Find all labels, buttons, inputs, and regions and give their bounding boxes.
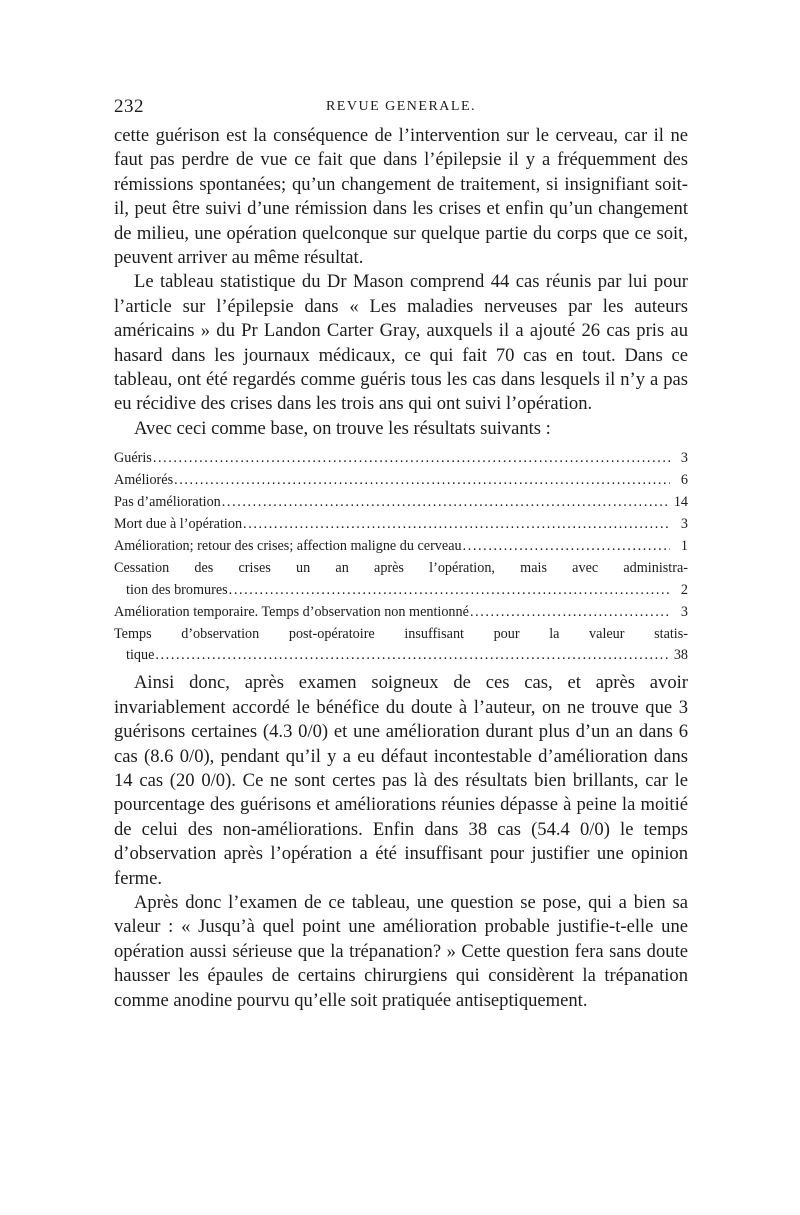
row-value: 38 [673, 647, 688, 664]
paragraph-1: cette guérison est la conséquence de l’intervention sur le cerveau, car il ne faut pas perdre de vue ce fait que dans l’épilepsie il y a fréquemment des rémissions spontanées; qu’un changement de traitement, si insignifiant soit-il, peut être suivi d’une rémission dans les crises et enfin qu’un changement de milieu, une opération quelconque sur quelque partie du corps que ce soit, peuvent arriver au même résultat. [114, 125, 688, 269]
row-label: Amélioration; retour des crises; affection maligne du cerveau [114, 537, 462, 554]
row-label: Améliorés [114, 472, 174, 489]
row-value: 14 [673, 494, 688, 511]
row-label-line-2: tion des bromures [126, 581, 228, 598]
row-label: Mort due à l’opération [114, 516, 243, 532]
dot-leader [155, 645, 669, 667]
page-number: 232 [114, 96, 144, 117]
dot-leader [470, 602, 670, 624]
row-value: 6 [680, 472, 688, 489]
dot-leader [463, 536, 670, 558]
paragraph-4: Ainsi donc, après examen soigneux de ces cas, et après avoir invariablement accordé le bénéfice du doute à l’auteur, on ne trouve que 3 guérisons certaines (4.3 0/0) et une amélioration durant plus d’un an dans 6 cas (8.6 0/0), pendant qu’il y a eu défaut incontestable d’amélioration dans 14 cas (20 0/0). Ce ne sont certes pas là des résultats bien brillants, car le pourcentage des guérisons et améliorations réunies dépasse à peine la moitié de celui des non-améliorations. Enfin dans 38 cas (54.4 0/0) le temps d’observation après l’opération a été insuffisant pour justifier une opinion ferme. [114, 672, 688, 889]
book-page [114, 96, 688, 1013]
table-row [114, 558, 688, 602]
table-row [114, 624, 688, 668]
paragraph-5: Après donc l’examen de ce tableau, une question se pose, qui a bien sa valeur : « Jusqu’à quel point une amélioration probable justifie-t-elle une opération aussi sérieuse que la trépanation? » Cette question fera sans doute hausser les épaules de certains chirurgiens qui considèrent la trépanation comme anodine pourvu qu’elle soit pratiquée antiseptiquement. [114, 892, 688, 1011]
paragraph-3: Avec ceci comme base, on trouve les résultats suivants : [134, 417, 551, 439]
dot-leader [243, 514, 670, 536]
table-row [114, 602, 688, 624]
row-label-line-2: tique [126, 647, 155, 664]
row-value: 3 [680, 450, 688, 467]
row-value: 3 [680, 603, 688, 620]
row-label: Guéris [114, 450, 152, 467]
row-label-line-1: Temps d’observation post-opératoire insuffisant pour la valeur statis- [114, 625, 688, 642]
row-value: 3 [680, 516, 688, 532]
results-table [114, 448, 688, 667]
row-value: 1 [680, 537, 688, 554]
row-label: Amélioration temporaire. Temps d’observation non mentionné [114, 603, 469, 620]
page-header [114, 96, 688, 120]
row-value: 2 [680, 581, 688, 598]
table-row [114, 514, 688, 536]
row-label: Pas d’amélioration [114, 494, 221, 511]
table-row [114, 492, 688, 514]
table-row [114, 470, 688, 492]
row-label-line-1: Cessation des crises un an après l’opération, mais avec administra- [114, 559, 688, 576]
paragraph-2: Le tableau statistique du Dr Mason comprend 44 cas réunis par lui pour l’article sur l’épilepsie dans « Les maladies nerveuses par les auteurs américains » du Pr Landon Carter Gray, auxquels il a ajouté 26 cas pris au hasard dans les journaux médicaux, ce qui fait 70 cas en tout. Dans ce tableau, ont été regardés comme guéris tous les cas dans lesquels il n’y a pas eu récidive des crises dans les trois ans qui ont suivi l’opération. [114, 271, 688, 415]
table-row [114, 536, 688, 558]
dot-leader [153, 448, 670, 470]
dot-leader [174, 470, 670, 492]
table-row [114, 448, 688, 470]
running-head: REVUE GENERALE. [325, 99, 477, 114]
dot-leader [222, 492, 670, 514]
dot-leader [229, 580, 670, 602]
